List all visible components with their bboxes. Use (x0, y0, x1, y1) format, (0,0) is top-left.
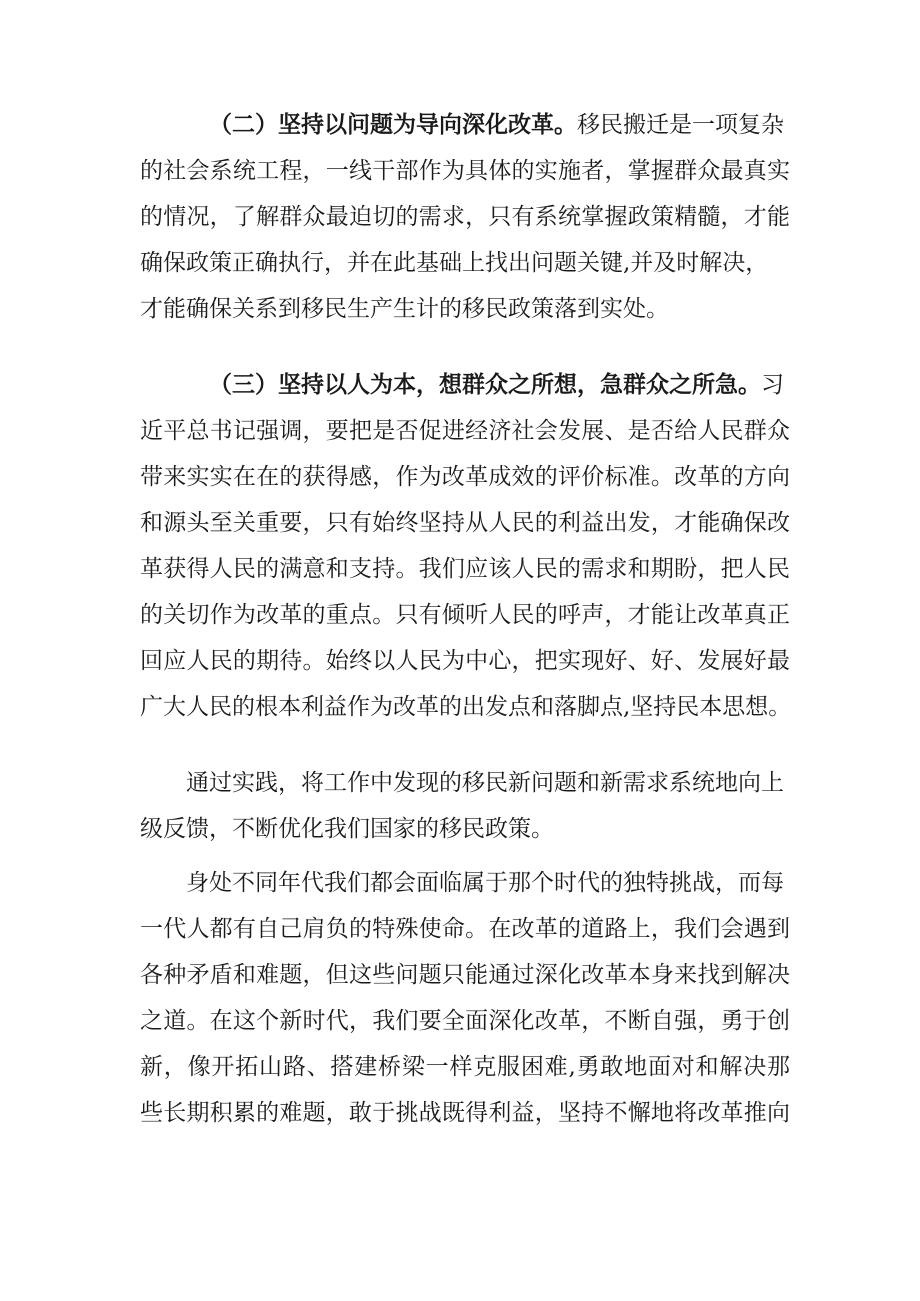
text-line: 广大人民的根本利益作为改革的出发点和落脚点,坚持民本思想。 (140, 694, 792, 720)
text-line: 和源头至关重要，只有始终坚持从人民的利益出发，才能确保改 (140, 510, 790, 536)
text-line: 些长期积累的难题，敢于挑战既得利益，坚持不懈地将改革推向 (140, 1100, 790, 1126)
text-line: 确保政策正确执行，并在此基础上找出问题关键,并及时解决， (140, 250, 769, 276)
text-line: 身处不同年代我们都会面临属于那个时代的独特挑战，而每 (186, 870, 784, 896)
text-line: 的社会系统工程，一线干部作为具体的实施者，掌握群众最真实 (140, 158, 790, 184)
text-line: 的情况，了解群众最迫切的需求，只有系统掌握政策精髓，才能 (140, 204, 790, 230)
text-line: 级反馈，不断优化我们国家的移民政策。 (140, 816, 554, 842)
text-line: 才能确保关系到移民生产生计的移民政策落到实处。 (140, 296, 669, 322)
text-line: 回应人民的期待。始终以人民为中心，把实现好、好、发展好最 (140, 648, 790, 674)
section-heading: （三）坚持以人为本，想群众之所想，急群众之所急。 (209, 371, 761, 398)
text-line: 带来实实在在的获得感，作为改革成效的评价标准。改革的方向 (140, 464, 790, 490)
text-line: 一代人都有自己肩负的特殊使命。在改革的道路上，我们会遇到 (140, 916, 790, 942)
text-line: 的关切作为改革的重点。只有倾听人民的呼声，才能让改革真正 (140, 602, 790, 628)
text-line: 通过实践，将工作中发现的移民新问题和新需求系统地向上 (186, 770, 784, 796)
text-line: （二）坚持以问题为导向深化改革。移民搬迁是一项复杂 (209, 111, 784, 138)
text-line: 新，像开拓山路、搭建桥梁一样克服困难,勇敢地面对和解决那 (140, 1054, 790, 1080)
text-line: 革获得人民的满意和支持。我们应该人民的需求和期盼，把人民 (140, 556, 790, 582)
text-line: 之道。在这个新时代，我们要全面深化改革，不断自强，勇于创 (140, 1008, 790, 1034)
text-line: （三）坚持以人为本，想群众之所想，急群众之所急。习 (209, 371, 784, 398)
text-line: 近平总书记强调，要把是否促进经济社会发展、是否给人民群众 (140, 418, 790, 444)
section-heading: （二）坚持以问题为导向深化改革。 (209, 111, 577, 138)
text-line: 各种矛盾和难题，但这些问题只能通过深化改革本身来找到解决 (140, 962, 790, 988)
